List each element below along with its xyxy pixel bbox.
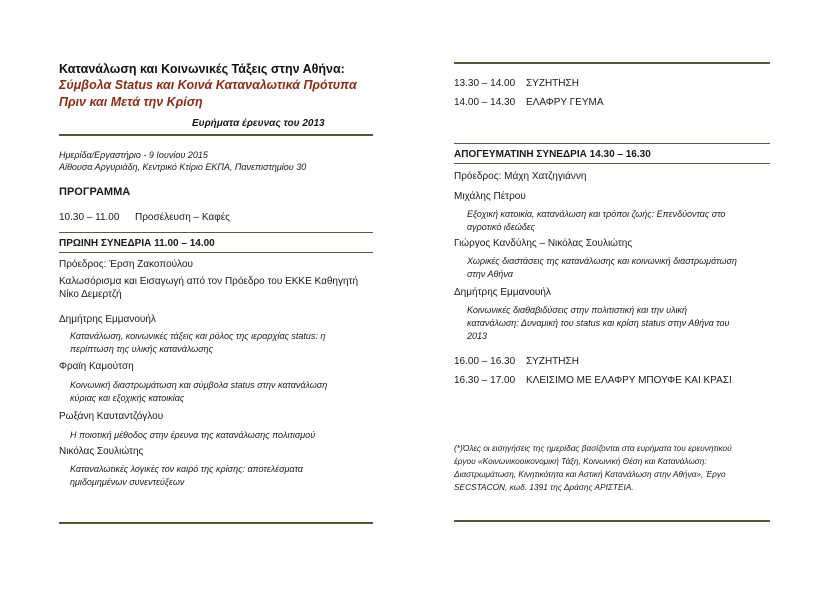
discussion-label: ΣΥΖΗΤΗΣΗ xyxy=(526,356,579,367)
lunch-time: 14.00 – 14.30 xyxy=(454,97,516,108)
speaker-name: Γιώργος Κανδύλης – Νικόλας Σουλιώτης xyxy=(454,238,633,249)
closing-time: 16.30 – 17.00 xyxy=(454,375,516,386)
closing-label: ΚΛΕΙΣΙΜΟ ΜΕ ΕΛΑΦΡΥ ΜΠΟΥΦΕ ΚΑΙ ΚΡΑΣΙ xyxy=(526,375,732,386)
lunch-label: ΕΛΑΦΡΥ ΓΕΥΜΑ xyxy=(526,97,604,108)
divider xyxy=(59,252,373,253)
speaker-name: Ρωξάνη Καυταντζόγλου xyxy=(59,411,164,422)
talk-title-line3: 2013 xyxy=(467,331,488,341)
event-title-line3: Πριν και Μετά την Κρίση xyxy=(59,95,203,109)
talk-title-line2: στην Αθήνα xyxy=(467,269,513,279)
event-date: Ημερίδα/Εργαστήριο - 9 Ιουνίου 2015 xyxy=(59,150,208,160)
footnote: (*)Όλες οι εισηγήσεις της ημερίδας βασίζονται στα ευρήματα του ερευνητικού xyxy=(454,443,732,453)
talk-title: Κοινωνικές διαθαβιδύσεις στην πολιτιστική και την υλική xyxy=(467,305,688,315)
morning-session-heading: ΠΡΩΙΝΗ ΣΥΝΕΔΡΙΑ 11.00 – 14.00 xyxy=(59,238,215,249)
speaker-name: Νικόλας Σουλιώτης xyxy=(59,446,144,457)
talk-title-line2: κατανάλωση: Δυναμική του status και κρίση status στην Αθήνα του xyxy=(467,318,730,328)
speaker-name: Μιχάλης Πέτρου xyxy=(454,191,526,202)
divider xyxy=(454,143,770,144)
divider xyxy=(454,163,770,164)
divider xyxy=(454,62,770,64)
talk-title: Καταναλωτικές λογικές τον καιρό της κρίσης: αποτελέσματα xyxy=(70,464,303,474)
event-subtitle: Ευρήματα έρευνας του 2013 xyxy=(192,118,325,129)
arrival-time: 10.30 – 11.00 xyxy=(59,212,120,223)
afternoon-chair: Πρόεδρος: Μάχη Χατζηγιάννη xyxy=(454,171,587,182)
footnote-line3: Διαστρωμάτωση, Κινητικότητα και Αστική Κατανάλωση στην Αθήνα», Έργο xyxy=(454,469,726,479)
event-title-line2: Σύμβολα Status και Κοινά Καταναλωτικά Πρότυπα xyxy=(59,78,357,92)
discussion-time: 13.30 – 14.00 xyxy=(454,78,516,89)
talk-title: Χωρικές διαστάσεις της κατανάλωσης και κοινωνική διαστρωμάτωση xyxy=(467,256,737,266)
event-venue: Αίθουσα Αργυριάδη, Κεντρικό Κτίριο ΕΚΠΑ, Πανεπιστημίου 30 xyxy=(59,162,307,172)
speaker-name: Δημήτρης Εμμανουήλ xyxy=(59,314,156,325)
talk-title-line2: αγροτικό ιδεώδες xyxy=(467,222,535,232)
talk-title-line2: ημιδομημένων συνεντεύξεων xyxy=(70,477,185,487)
divider xyxy=(59,232,373,233)
discussion-label: ΣΥΖΗΤΗΣΗ xyxy=(526,78,579,89)
welcome-text: Καλωσόρισμα και Εισαγωγή από τον Πρόεδρο του ΕΚΚΕ Καθηγητή xyxy=(59,276,359,287)
talk-title-line2: κύριας και εξοχικής κατοικίας xyxy=(70,393,185,403)
morning-chair: Πρόεδρος: Έρση Ζακοπούλου xyxy=(59,259,194,270)
talk-title: Η ποιοτική μέθοδος στην έρευνα της κατανάλωσης πολιτισμού xyxy=(70,430,316,440)
arrival-label: Προσέλευση – Καφές xyxy=(135,212,230,223)
talk-title: Κατανάλωση, κοινωνικές τάξεις και ρόλος της ιεραρχίας status: η xyxy=(70,331,326,341)
footnote-line4: SECSTACON, κωδ. 1391 της Δράσης ΑΡΙΣΤΕΙΑ. xyxy=(454,482,634,492)
talk-title: Εξοχική κατοικία, κατανάλωση και τρόποι ζωής: Επενδύοντας στο xyxy=(467,209,726,219)
divider xyxy=(59,134,373,136)
talk-title: Κοινωνική διαστρωμάτωση και σύμβολα status στην κατανάλωση xyxy=(70,380,328,390)
speaker-name: Φραϊη Καμούτση xyxy=(59,361,134,372)
welcome-text-line2: Νίκο Δεμερτζή xyxy=(59,289,122,300)
event-title: Κατανάλωση και Κοινωνικές Τάξεις στην Αθήνα: xyxy=(59,62,345,76)
discussion-time: 16.00 – 16.30 xyxy=(454,356,516,367)
divider xyxy=(59,522,373,524)
divider xyxy=(454,520,770,522)
talk-title-line2: περίπτωση της υλικής κατανάλωσης xyxy=(70,344,213,354)
afternoon-session-heading: ΑΠΟΓΕΥΜΑΤΙΝΗ ΣΥΝΕΔΡΙΑ 14.30 – 16.30 xyxy=(454,149,651,160)
programme-heading: ΠΡΟΓΡΑΜΜΑ xyxy=(59,186,131,198)
footnote-line2: έργου «Κοινωνικοοικονομική Τάξη, Κοινωνική Θέση και Κατανάλωση: xyxy=(454,456,707,466)
speaker-name: Δημήτρης Εμμανουήλ xyxy=(454,287,551,298)
